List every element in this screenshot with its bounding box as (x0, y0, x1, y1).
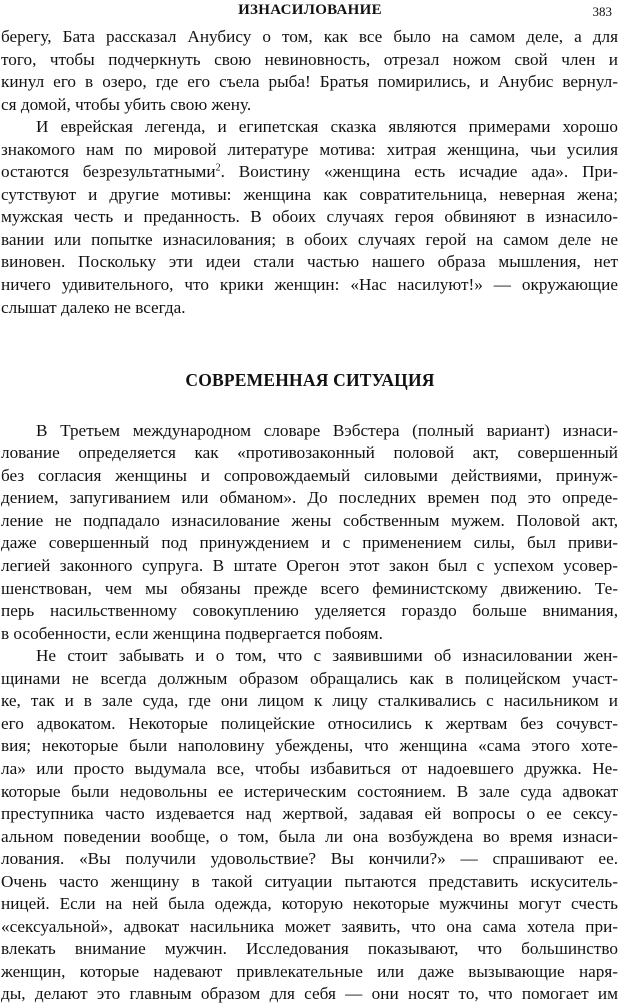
blank-line (0, 319, 620, 342)
page-number: 383 (592, 4, 612, 19)
text-line: Не стоит забывать и о том, что с заявившими об изнасиловании жен- (36, 646, 618, 666)
text-line: мужская честь и преданность. В обоих случаях героя обвиняют в изнасило- (1, 207, 618, 227)
text-line: альном поведении вообще, о том, была ли она возбуждена во время изнаси- (1, 826, 618, 846)
section-heading: СОВРЕМЕННАЯ СИТУАЦИЯ (185, 370, 435, 391)
text-line: ла» или просто выдумала все, чтобы избавиться от надоевшего дружка. Не- (1, 758, 618, 778)
text-line: преступника часто издевается над жертвой, задавая ей вопросы о ее сексу- (1, 804, 618, 824)
running-head (0, 2, 620, 24)
text-line: берегу, Бата рассказал Анубису о том, как все было на самом деле, а для (1, 27, 618, 46)
paragraph (0, 645, 620, 1006)
text-line: сутствуют и другие мотивы: женщина как совратительница, неверная жена; (1, 184, 618, 204)
text-line: слышат далеко не всегда. (1, 297, 186, 317)
text-line: кинул его в озеро, где его съела рыба! Братья помирились, и Анубис вернул- (1, 72, 618, 92)
text-line: виновен. Поскольку эти идеи стали частью нашего образа мышления, нет (1, 252, 618, 272)
text-line: перь насильственному совокуплению уделяется гораздо больше внимания, (1, 601, 618, 621)
blank-line (0, 342, 620, 365)
text-line: в особенности, если женщина подвергается побоям. (1, 623, 383, 643)
text-line: влекать внимание мужчин. Исследования показывают, что большинство (1, 939, 618, 959)
text-line: шенствован, чем мы обязаны прежде всего феминистскому движению. Те- (1, 578, 618, 598)
running-title: ИЗНАСИЛОВАНИЕ (238, 2, 382, 18)
text-line: ничего удивительного, что крики женщин: «Нас насилуют!» — окружающие (1, 275, 618, 295)
text-line: щинами не всегда должным образом обращались как в полицейском участ- (1, 668, 618, 688)
body-text (0, 26, 620, 1006)
footnote-marker[interactable]: 2 (215, 162, 221, 174)
text-line: вия; некоторые были наполовину убеждены, что женщина «сама этого хоте- (1, 736, 618, 756)
text-line: его адвокатом. Некоторые полицейские относились к жертвам без сочувст- (1, 713, 618, 733)
text-line: И еврейская легенда, и египетская сказка являются примерами хорошо (36, 117, 618, 137)
text-segment: . Воистину «женщина есть исчадие ада». При- (220, 162, 618, 182)
text-line: знакомого нам по мировой литературе мотива: хитрая женщина, чьи усилия (1, 139, 618, 159)
text-line: вании или попытке изнасилования; в обоих случаях герой на самом деле не (1, 229, 618, 249)
paragraph (0, 420, 620, 645)
text-line: лование определяется как «противозаконный половой акт, совершенный (1, 443, 618, 463)
text-line: которые были недовольны ее истерическим состоянием. В зале суда адвокат (1, 781, 618, 801)
text-line: ление не подпадало изнасилование жены собственным мужем. Половой акт, (1, 510, 618, 530)
text-line: женщин, которые надевают привлекательные или даже вызывающие наря- (1, 961, 618, 981)
text-line: даже совершенный под принуждением и с применением силы, был приви- (1, 533, 618, 553)
text-line: того, чтобы подчеркнуть свою невиновность, отрезал ножом свой член и (1, 49, 618, 69)
text-line: ницей. Если на ней была одежда, которую некоторые мужчины могут счесть (1, 894, 618, 914)
text-line: дением, запугиванием или обманом». До последних времен под это опреде- (1, 488, 618, 508)
text-line: без согласия женщины и сопровождаемый силовыми действиями, принуж- (1, 465, 618, 485)
paragraph (0, 26, 620, 116)
text-line: Очень часто женщину в такой ситуации пытаются представить искуситель- (1, 871, 618, 891)
text-line-with-footnote (0, 161, 620, 184)
text-line: лования. «Вы получили удовольствие? Вы кончили?» — спрашивают ее. (1, 849, 618, 869)
text-line: легией законного супруга. В штате Орегон этот закон был с успехом усовер- (1, 556, 618, 576)
text-segment: остаются безрезультатными (1, 162, 216, 182)
text-line: ды, делают это главным образом для себя — они носят то, что помогает им (1, 984, 618, 1004)
text-line: ке, так и в зале суда, где они лицом к лицу сталкивались с насильником и (1, 691, 618, 711)
blank-line (0, 397, 620, 420)
text-line: ся домой, чтобы убить свою жену. (1, 94, 252, 114)
text-line: «сексуальной», адвокат насильника может заявить, что она сама хотела при- (1, 916, 618, 936)
text-line: В Третьем международном словаре Вэбстера (полный вариант) изнаси- (36, 420, 618, 440)
paragraph (0, 116, 620, 319)
